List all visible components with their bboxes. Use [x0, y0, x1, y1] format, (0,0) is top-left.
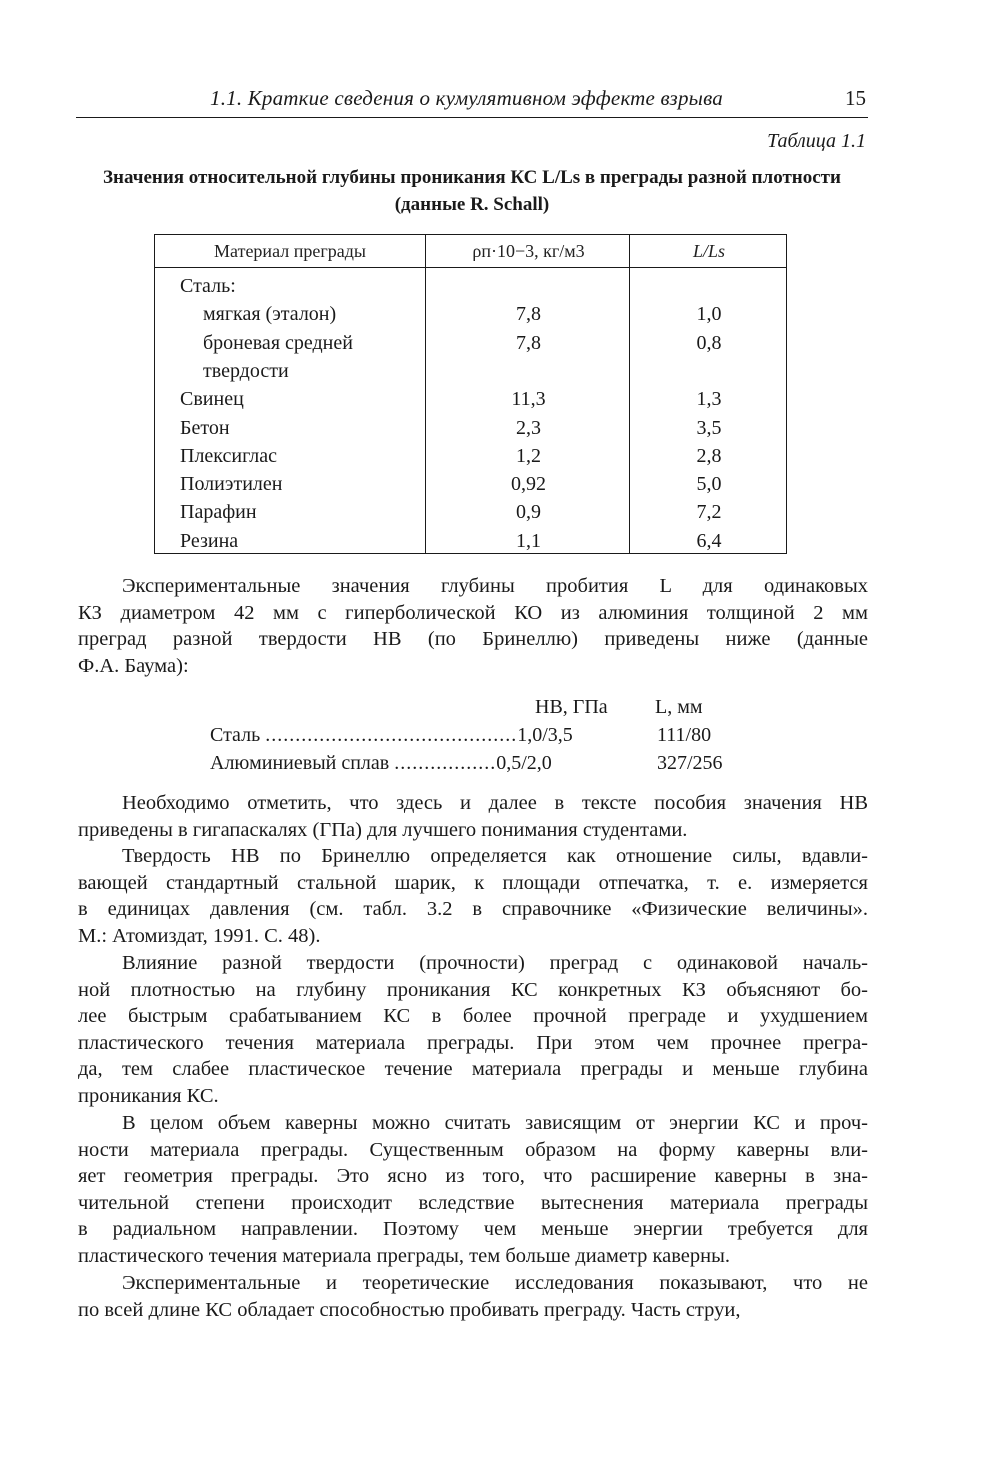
cell-ratio: 0,8	[696, 331, 722, 354]
hb-value: 1,0/3,5	[517, 724, 573, 746]
l-value: 327/256	[657, 752, 723, 774]
cell-material: мягкая (эталон)	[203, 303, 337, 326]
table-row	[155, 445, 788, 473]
text-line: приведены в гигапаскалях (ГПа) для лучшего понимания студентами.	[78, 818, 688, 841]
cell-material: Резина	[180, 529, 239, 552]
hb-material: Сталь	[210, 724, 266, 746]
text-line: Ф.А. Баума):	[78, 654, 189, 677]
table-row	[155, 360, 788, 388]
text-line: Экспериментальные значения глубины пробития L для одинаковых	[122, 575, 868, 597]
text-line: по всей длине КС обладает способностью пробивать преграду. Часть струи,	[78, 1298, 741, 1321]
text-line: пластического течения материала преграды. При этом чем прочнее прегра-	[78, 1031, 868, 1054]
cell-density: 11,3	[511, 388, 546, 411]
cell-material: Парафин	[180, 501, 257, 524]
header-rule	[76, 117, 868, 118]
table-row	[155, 332, 788, 360]
cell-ratio: 3,5	[696, 416, 722, 439]
paragraph	[78, 790, 868, 843]
density-table	[154, 234, 787, 554]
cell-ratio: 2,8	[696, 444, 722, 467]
table-row	[155, 275, 788, 303]
paragraph	[78, 1110, 868, 1269]
cell-material: твердости	[203, 359, 289, 382]
table-caption-line: (данные R. Schall)	[394, 194, 550, 215]
hb-value: 0,5/2,0	[496, 752, 552, 774]
text-line: Необходимо отметить, что здесь и далее в тексте пособия значения НВ	[122, 792, 868, 814]
text-line: лее быстрым срабатыванием КС в более прочной преграде и ухудшением	[78, 1005, 868, 1027]
text-line: вающей стандартный стальной шарик, к площади отпечатка, т. е. измеряется	[78, 871, 868, 894]
cell-material: Свинец	[180, 388, 244, 411]
cell-material: Сталь:	[180, 275, 236, 297]
hb-col-header: НВ, ГПа	[535, 696, 608, 718]
hb-row	[210, 752, 552, 775]
hb-row	[210, 724, 573, 747]
col-header-ratio: L/Ls	[692, 241, 726, 261]
cell-density: 7,8	[516, 331, 541, 354]
cell-ratio: 1,0	[696, 303, 722, 326]
cell-ratio: 7,2	[696, 501, 722, 524]
cell-density: 0,9	[516, 501, 541, 524]
text-line: В целом объем каверны можно считать зависящим от энергии КС и проч-	[122, 1112, 868, 1134]
text-line: да, тем слабее пластическое течение материала преграды и меньше глубина	[78, 1058, 868, 1080]
l-value: 111/80	[657, 724, 712, 746]
table-header-rule	[155, 267, 786, 268]
text-line: чительной степени происходит вследствие вытеснения материала преграды	[78, 1191, 868, 1214]
leader-dots: .................	[394, 752, 497, 774]
cell-ratio: 1,3	[696, 388, 722, 411]
text-line: Влияние разной твердости (прочности) преград с одинаковой началь-	[122, 952, 868, 974]
cell-density: 7,8	[516, 303, 541, 326]
table-caption-line: Значения относительной глубины проникания КС L/Ls в преграды разной плотности	[103, 167, 841, 188]
cell-density: 1,2	[516, 444, 541, 467]
col-header-material: Материал преграды	[214, 241, 366, 261]
cell-material: Плексиглас	[180, 444, 278, 467]
hb-material: Алюминиевый сплав	[210, 752, 395, 774]
text-line: КЗ диаметром 42 мм с гиперболической КО из алюминия толщиной 2 мм	[78, 601, 868, 624]
table-row	[155, 501, 788, 529]
table-row	[155, 388, 788, 416]
cell-density: 2,3	[516, 416, 541, 439]
text-line: Экспериментальные и теоретические исследования показывают, что не	[122, 1272, 868, 1294]
text-line: ной плотностью на глубину проникания КС конкретных КЗ объясняют бо-	[78, 978, 868, 1001]
running-header-title: 1.1. Краткие сведения о кумулятивном эффекте взрыва	[210, 86, 723, 110]
text-line: Твердость НВ по Бринеллю определяется как отношение силы, вдавли-	[122, 845, 868, 867]
table-row	[155, 417, 788, 445]
paragraph	[78, 843, 868, 949]
cell-ratio: 5,0	[696, 473, 722, 496]
intro-paragraph	[78, 573, 868, 679]
cell-ratio: 6,4	[696, 529, 722, 552]
table-number: Таблица 1.1	[767, 130, 866, 152]
text-line: М.: Атомиздат, 1991. С. 48).	[78, 924, 321, 947]
table-row	[155, 303, 788, 331]
paragraph	[78, 950, 868, 1109]
table-row	[155, 473, 788, 501]
paragraph	[78, 1270, 868, 1323]
cell-material: Бетон	[180, 416, 230, 439]
text-line: в единицах давления (см. табл. 3.2 в справочнике «Физические величины».	[78, 898, 868, 920]
cell-material: Полиэтилен	[180, 473, 283, 496]
cell-material: броневая средней	[203, 331, 353, 354]
cell-density: 0,92	[511, 473, 546, 496]
text-line: в радиальном направлении. Поэтому чем меньше энергии требуется для	[78, 1218, 868, 1240]
text-line: проникания КС.	[78, 1084, 219, 1107]
text-line: пластического течения материала преграды, тем больше диаметр каверны.	[78, 1244, 731, 1267]
col-header-density: ρп·10−3, кг/м3	[472, 241, 585, 261]
table-caption	[76, 164, 868, 218]
text-line: ности материала преграды. Существенным образом на форму каверны вли-	[78, 1138, 868, 1161]
l-col-header: L, мм	[655, 696, 703, 718]
cell-density: 1,1	[516, 529, 541, 552]
page-number: 15	[845, 86, 866, 110]
text-line: яет геометрия преграды. Это ясно из того, что расширение каверны в зна-	[78, 1165, 868, 1187]
table-row	[155, 530, 788, 558]
leader-dots: ..........................................	[265, 724, 518, 746]
text-line: преград разной твердости НВ (по Бринеллю) приведены ниже (данные	[78, 628, 868, 650]
